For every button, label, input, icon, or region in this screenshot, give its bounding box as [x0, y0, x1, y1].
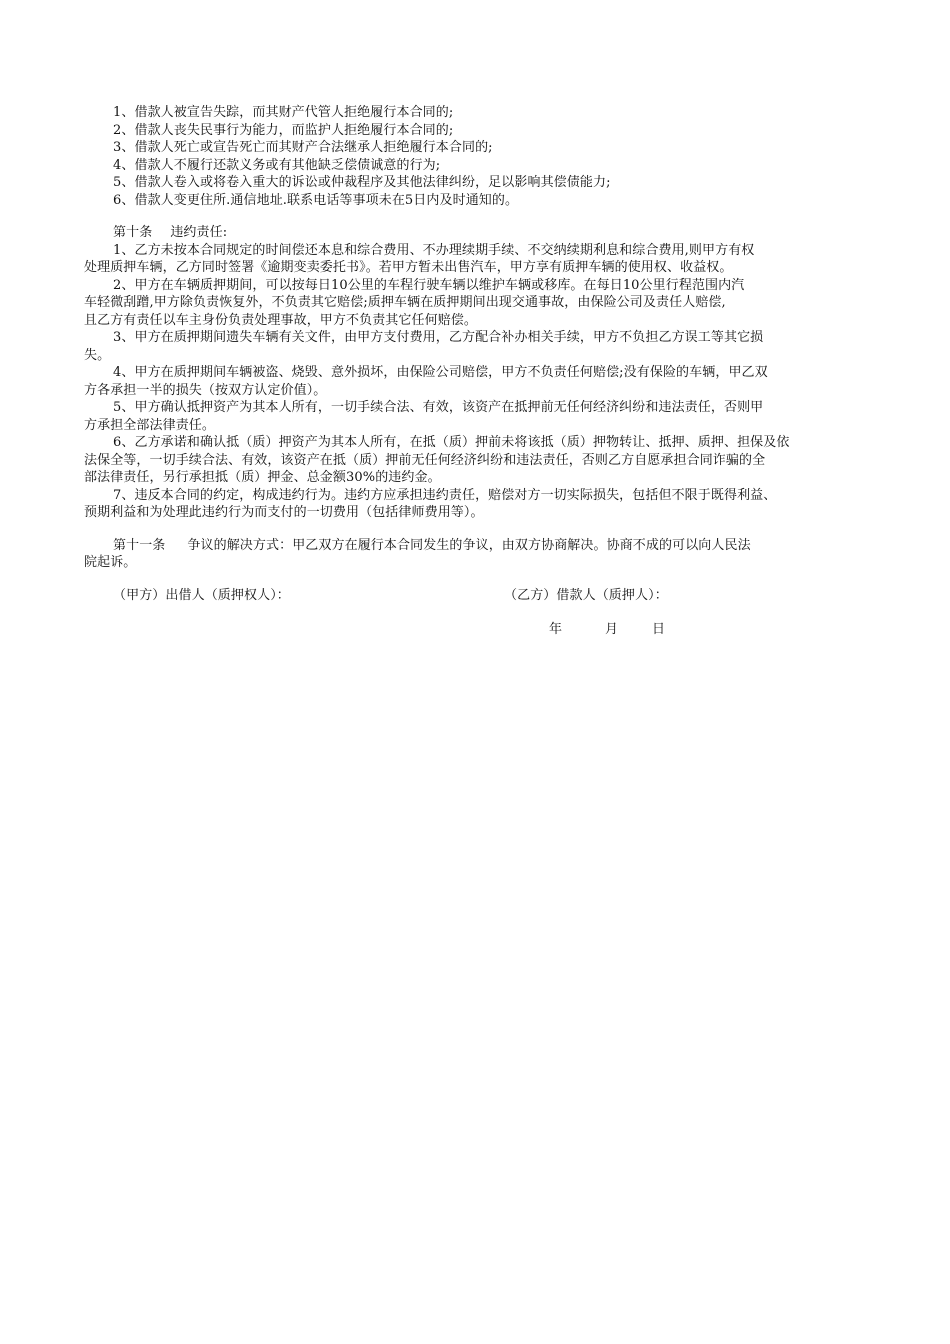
- party-b-signature: （乙方）借款人（质押人）：: [504, 587, 668, 603]
- default-conditions-list: [84, 104, 880, 209]
- date-year: 年: [549, 621, 563, 637]
- article-10-item-5: [84, 399, 880, 434]
- article-10-item-6: [84, 434, 880, 487]
- list-item: 5、借款人卷入或将卷入重大的诉讼或仲裁程序及其他法律纠纷，足以影响其偿债能力;: [113, 175, 611, 190]
- text-line: 方各承担一半的损失（按双方认定价值）。: [84, 382, 327, 398]
- article-10-item-3: [84, 329, 880, 364]
- article-number: 第十一条: [113, 537, 166, 553]
- list-item: 1、借款人被宣告失踪，而其财产代管人拒绝履行本合同的;: [113, 105, 454, 120]
- signature-row: [84, 587, 880, 607]
- article-11-first-line: [84, 537, 880, 555]
- text-line: 失。: [84, 347, 111, 363]
- article-10-title: [84, 224, 880, 242]
- text-line: 且乙方有责任以车主身份负责处理事故，甲方不负责其它任何赔偿。: [84, 312, 478, 328]
- article-10-item-2: [84, 277, 880, 330]
- list-item: 3、借款人死亡或宣告死亡而其财产合法继承人拒绝履行本合同的;: [113, 140, 493, 155]
- article-heading: 违约责任:: [170, 225, 228, 240]
- text-line: 3、甲方在质押期间遗失车辆有关文件，由甲方支付费用，乙方配合补办相关手续，甲方不负担乙方误工等其它损: [113, 330, 764, 345]
- article-10-item-4: [84, 364, 880, 399]
- text-line: 1、乙方未按本合同规定的时间偿还本息和综合费用、不办理续期手续、不交纳续期利息和综合费用,则甲方有权: [113, 242, 755, 258]
- list-item: 4、借款人不履行还款义务或有其他缺乏偿债诚意的行为;: [113, 157, 441, 173]
- text-line: 预期利益和为处理此违约行为而支付的一切费用（包括律师费用等）。: [84, 505, 484, 520]
- date-day: 日: [652, 621, 666, 637]
- party-a-signature: （甲方）出借人（质押权人）：: [113, 587, 290, 603]
- text-line: 车轻微刮蹭,甲方除负责恢复外，不负责其它赔偿;质押车辆在质押期间出现交通事故，由保险公司及责任人赔偿,: [84, 295, 726, 310]
- text-line: 2、甲方在车辆质押期间，可以按每日10公里的车程行驶车辆以维护车辆或移库。在每日10公里行程范围内汽: [113, 277, 745, 293]
- text-line: 4、甲方在质押期间车辆被盗、烧毁、意外损坏，由保险公司赔偿，甲方不负责任何赔偿;没有保险的车辆，甲乙双: [113, 365, 768, 380]
- article-11: [84, 537, 880, 572]
- article-10: [84, 224, 880, 522]
- contract-page: [84, 104, 880, 641]
- text-line: 6、乙方承诺和确认抵（质）押资产为其本人所有，在抵（质）押前未将该抵（质）押物转让、抵押、质押、担保及依: [113, 435, 790, 450]
- date-month: 月: [605, 621, 619, 637]
- text-line: 争议的解决方式：甲乙双方在履行本合同发生的争议，由双方协商解决。协商不成的可以向人民法: [187, 537, 751, 553]
- text-line: 部法律责任，另行承担抵（质）押金、总金额30%的违约金。: [84, 470, 441, 485]
- text-line: 7、违反本合同的约定，构成违约行为。违约方应承担违约责任，赔偿对方一切实际损失，包括但不限于既得利益、: [113, 487, 777, 503]
- text-line: 处理质押车辆，乙方同时签署《逾期变卖委托书》。若甲方暂未出售汽车，甲方享有质押车辆的使用权、收益权。: [84, 260, 733, 275]
- text-line: 院起诉。: [84, 555, 137, 570]
- article-10-item-1: [84, 242, 880, 277]
- article-number: 第十条: [113, 225, 153, 240]
- list-item: 6、借款人变更住所.通信地址.联系电话等事项未在5日内及时通知的。: [113, 192, 519, 208]
- text-line: 方承担全部法律责任。: [84, 417, 216, 433]
- date-row: [84, 621, 880, 641]
- list-item: 2、借款人丧失民事行为能力，而监护人拒绝履行本合同的;: [113, 122, 454, 138]
- article-10-item-7: [84, 487, 880, 522]
- text-line: 5、甲方确认抵押资产为其本人所有，一切手续合法、有效，该资产在抵押前无任何经济纠纷和违法责任，否则甲: [113, 400, 764, 415]
- text-line: 法保全等，一切手续合法、有效，该资产在抵（质）押前无任何经济纠纷和违法责任，否则乙方自愿承担合同诈骗的全: [84, 452, 766, 468]
